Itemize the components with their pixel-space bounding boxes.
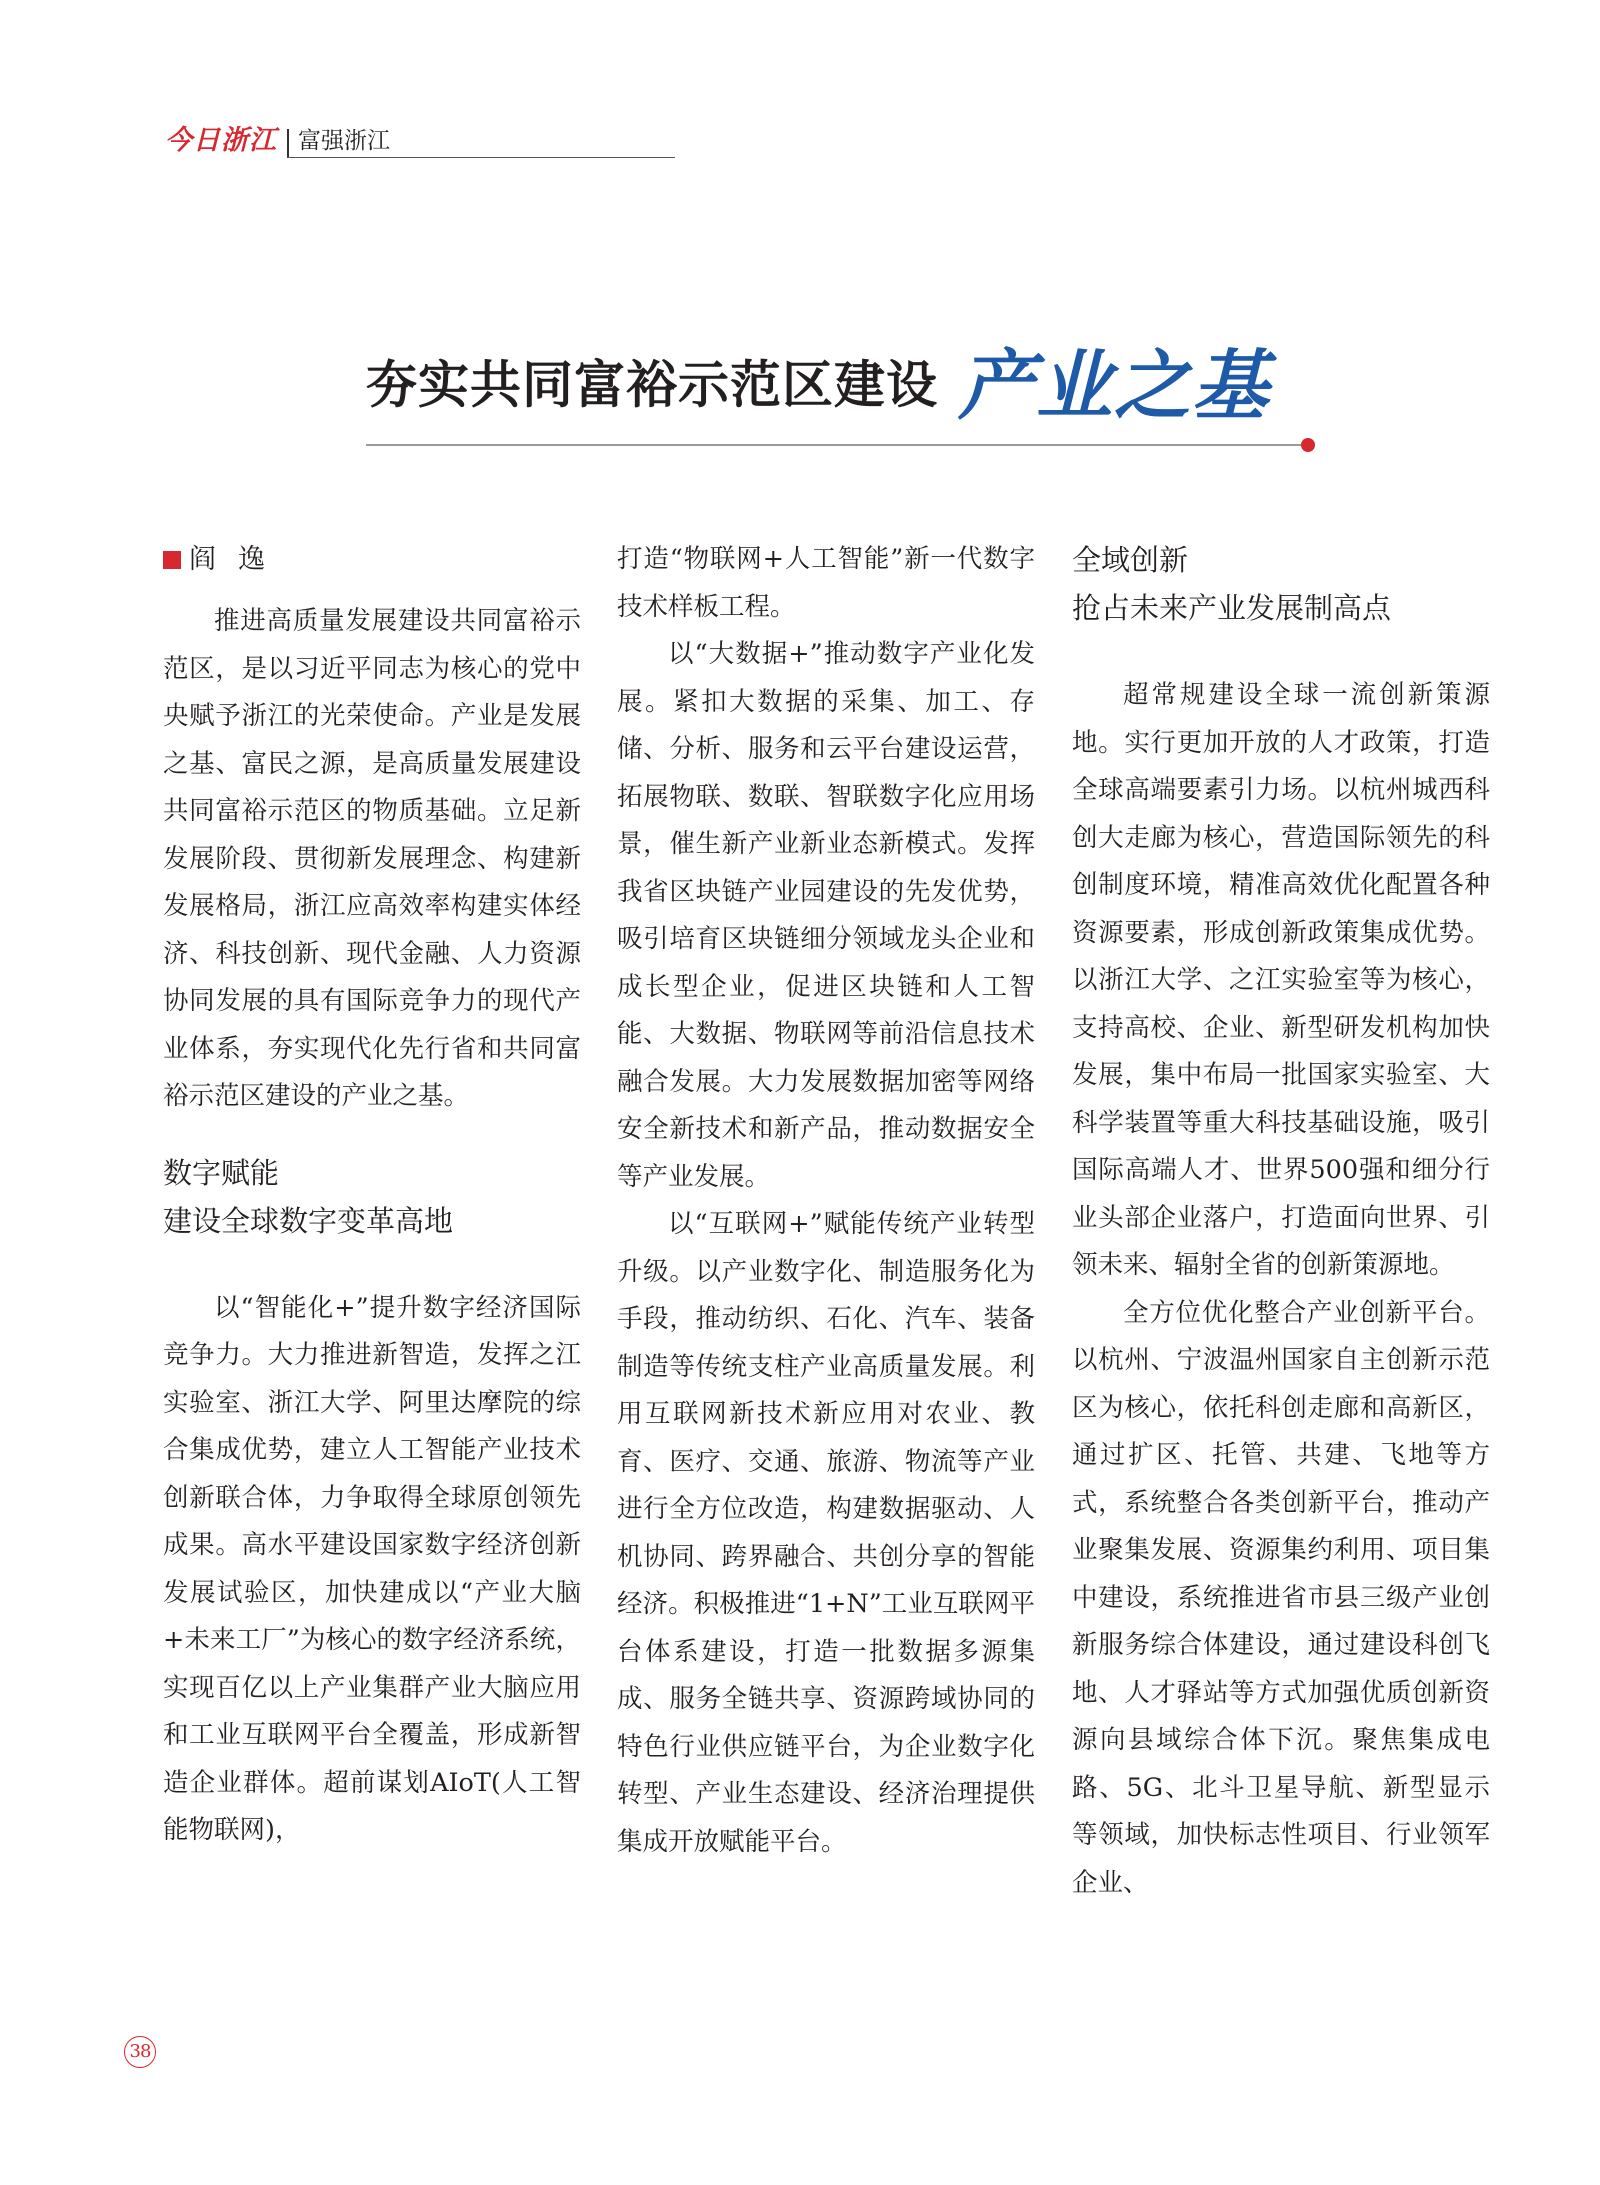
title-rule — [366, 444, 1306, 446]
header-divider — [287, 129, 289, 157]
title-rule-dot — [1301, 438, 1315, 452]
paragraph: 全方位优化整合产业创新平台。以杭州、宁波温州国家自主创新示范区为核心，依托科创走廊和高新区，通过扩区、托管、共建、飞地等方式，系统整合各类创新平台，推动产业聚集发展、资源集约利用、项目集中建设，系统推进省市县三级产业创新服务综合体建设，通过建设科创飞地、人才驿站等方式加强优质创新资源向县域综合体下沉。聚焦集成电路、5G、北斗卫星导航、新型显示等领域，加快标志性项目、行业领军企业、 — [1072, 1297, 1490, 1898]
section-name: 富强浙江 — [298, 128, 390, 154]
author-marker-icon — [163, 551, 181, 569]
subheading: 抢占未来产业发展制高点 — [1072, 591, 1392, 625]
page-number: 38 — [124, 2036, 156, 2068]
paragraph: 以“互联网+”赋能传统产业转型升级。以产业数字化、制造服务化为手段，推动纺织、石化、汽车、装备制造等传统支柱产业高质量发展。利用互联网新技术新应用对农业、教育、医疗、交通、旅游、物流等产业进行全方位改造，构建数据驱动、人机协同、跨界融合、共创分享的智能经济。积极推进“1+N”工业互联网平台体系建设，打造一批数据多源集成、服务全链共享、资源跨域协同的特色行业供应链平台，为企业数字化转型、产业生态建设、经济治理提供集成开放赋能平台。 — [617, 1209, 1035, 1857]
author-name: 阎逸 — [189, 544, 287, 575]
author-line — [163, 536, 581, 583]
paragraph: 推进高质量发展建设共同富裕示范区，是以习近平同志为核心的党中央赋予浙江的光荣使命。产业是发展之基、富民之源，是高质量发展建设共同富裕示范区的物质基础。立足新发展阶段、贯彻新发展理念、构建新发展格局，浙江应高效率构建实体经济、科技创新、现代金融、人力资源协同发展的具有国际竞争力的现代产业体系，夯实现代化先行省和共同富裕示范区建设的产业之基。 — [163, 606, 581, 1111]
subheading: 全域创新 — [1072, 543, 1189, 577]
column-1 — [163, 536, 581, 1855]
paragraph: 打造“物联网+人工智能”新一代数字技术样板工程。 — [617, 544, 1035, 622]
paragraph: 以“智能化+”提升数字经济国际竞争力。大力推进新智造，发挥之江实验室、浙江大学、阿里达摩院的综合集成优势，建立人工智能产业技术创新联合体，力争取得全球原创领先成果。高水平建设国家数字经济创新发展试验区，加快建成以“产业大脑+未来工厂”为核心的数字经济系统，实现百亿以上产业集群产业大脑应用和工业互联网平台全覆盖，形成新智造企业群体。超前谋划AIoT(人工智能物联网)， — [163, 1292, 581, 1845]
header-rule — [287, 157, 675, 158]
title-highlight: 产业之基 — [958, 340, 1271, 430]
column-3 — [1072, 536, 1490, 1907]
paragraph: 超常规建设全球一流创新策源地。实行更加开放的人才政策，打造全球高端要素引力场。以杭州城西科创大走廊为核心，营造国际领先的科创制度环境，精准高效优化配置各种资源要素，形成创新政策集成优势。以浙江大学、之江实验室等为核心，支持高校、企业、新型研发机构加快发展，集中布局一批国家实验室、大科学装置等重大科技基础设施，吸引国际高端人才、世界500强和细分行业头部企业落户，打造面向世界、引领未来、辐射全省的创新策源地。 — [1072, 680, 1490, 1280]
article-title — [366, 340, 1271, 430]
paragraph: 以“大数据+”推动数字产业化发展。紧扣大数据的采集、加工、存储、分析、服务和云平台建设运营，拓展物联、数联、智联数字化应用场景，催生新产业新业态新模式。发挥我省区块链产业园建设的先发优势，吸引培育区块链细分领域龙头企业和成长型企业，促进区块链和人工智能、大数据、物联网等前沿信息技术融合发展。大力发展数据加密等网络安全新技术和新产品，推动数据安全等产业发展。 — [617, 639, 1035, 1192]
subheading: 数字赋能 — [163, 1155, 280, 1190]
column-2 — [617, 536, 1035, 1866]
title-main: 夯实共同富裕示范区建设 — [366, 355, 939, 416]
page-header — [165, 124, 510, 158]
subheading: 建设全球数字变革高地 — [163, 1203, 454, 1238]
magazine-logo: 今日浙江 — [165, 125, 277, 156]
